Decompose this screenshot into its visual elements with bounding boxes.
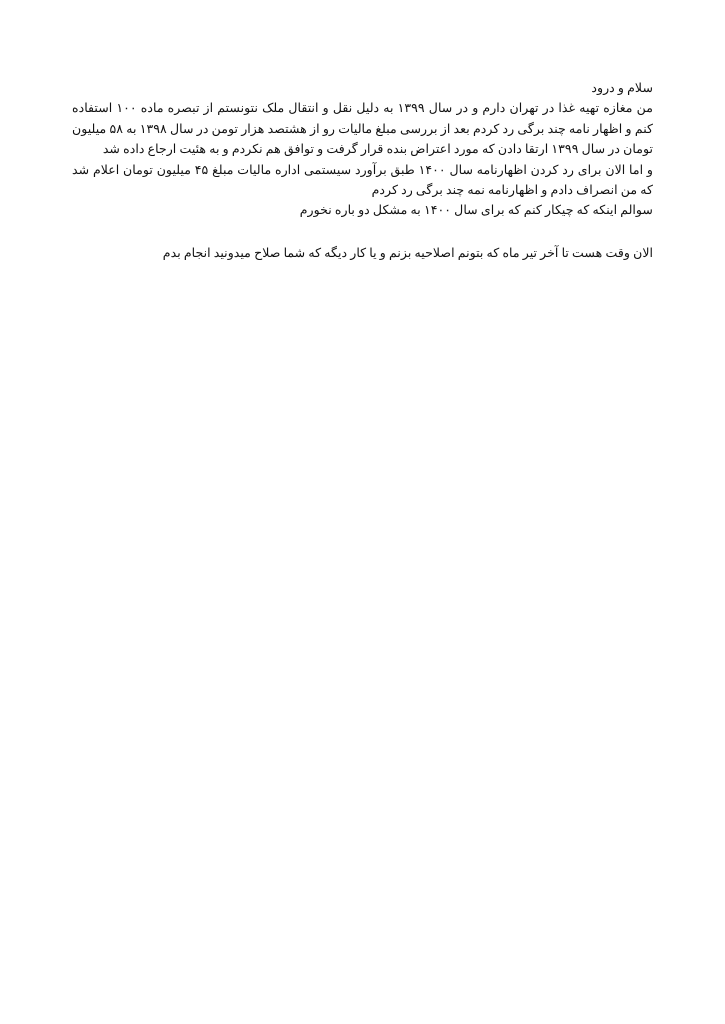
paragraph-greeting: سلام و درود bbox=[591, 81, 653, 95]
paragraph-body-1: من مغازه تهیه غذا در تهران دارم و در سال ۱۳۹۹ به دلیل نقل و انتقال ملک نتونستم از تبصره ماده ۱۰۰ استفاده کنم و اظهار نامه چند برگی رد کردم بعد از بررسی مبلغ مالیات رو از هشتصد هزار تومن در سال ۱۳۹۸ به ۵۸ میلیون تومان در سال ۱۳۹۹ ارتقا دادن که مورد اعتراض بنده قرار گرفت و توافق هم نکردم و به هئیت ارجاع داده شد bbox=[72, 101, 653, 157]
paragraph-body-3: سوالم اینکه که چیکار کنم که برای سال ۱۴۰۰ به مشکل دو باره نخورم bbox=[299, 203, 653, 218]
paragraph-body-4: الان وقت هست تا آخر تیر ماه که بتونم اصلاحیه بزنم و یا کار دیگه که شما صلاح میدونید انجام بدم bbox=[162, 245, 653, 260]
paragraph-body-2: و اما الان برای رد کردن اظهارنامه سال ۱۴۰۰ طبق برآورد سیستمی اداره مالیات مبلغ ۴۵ میلیون تومان اعلام شد که من انصراف دادم و اظهارنامه نمه چند برگی رد کردم bbox=[72, 162, 653, 197]
document-text-body bbox=[72, 78, 653, 263]
